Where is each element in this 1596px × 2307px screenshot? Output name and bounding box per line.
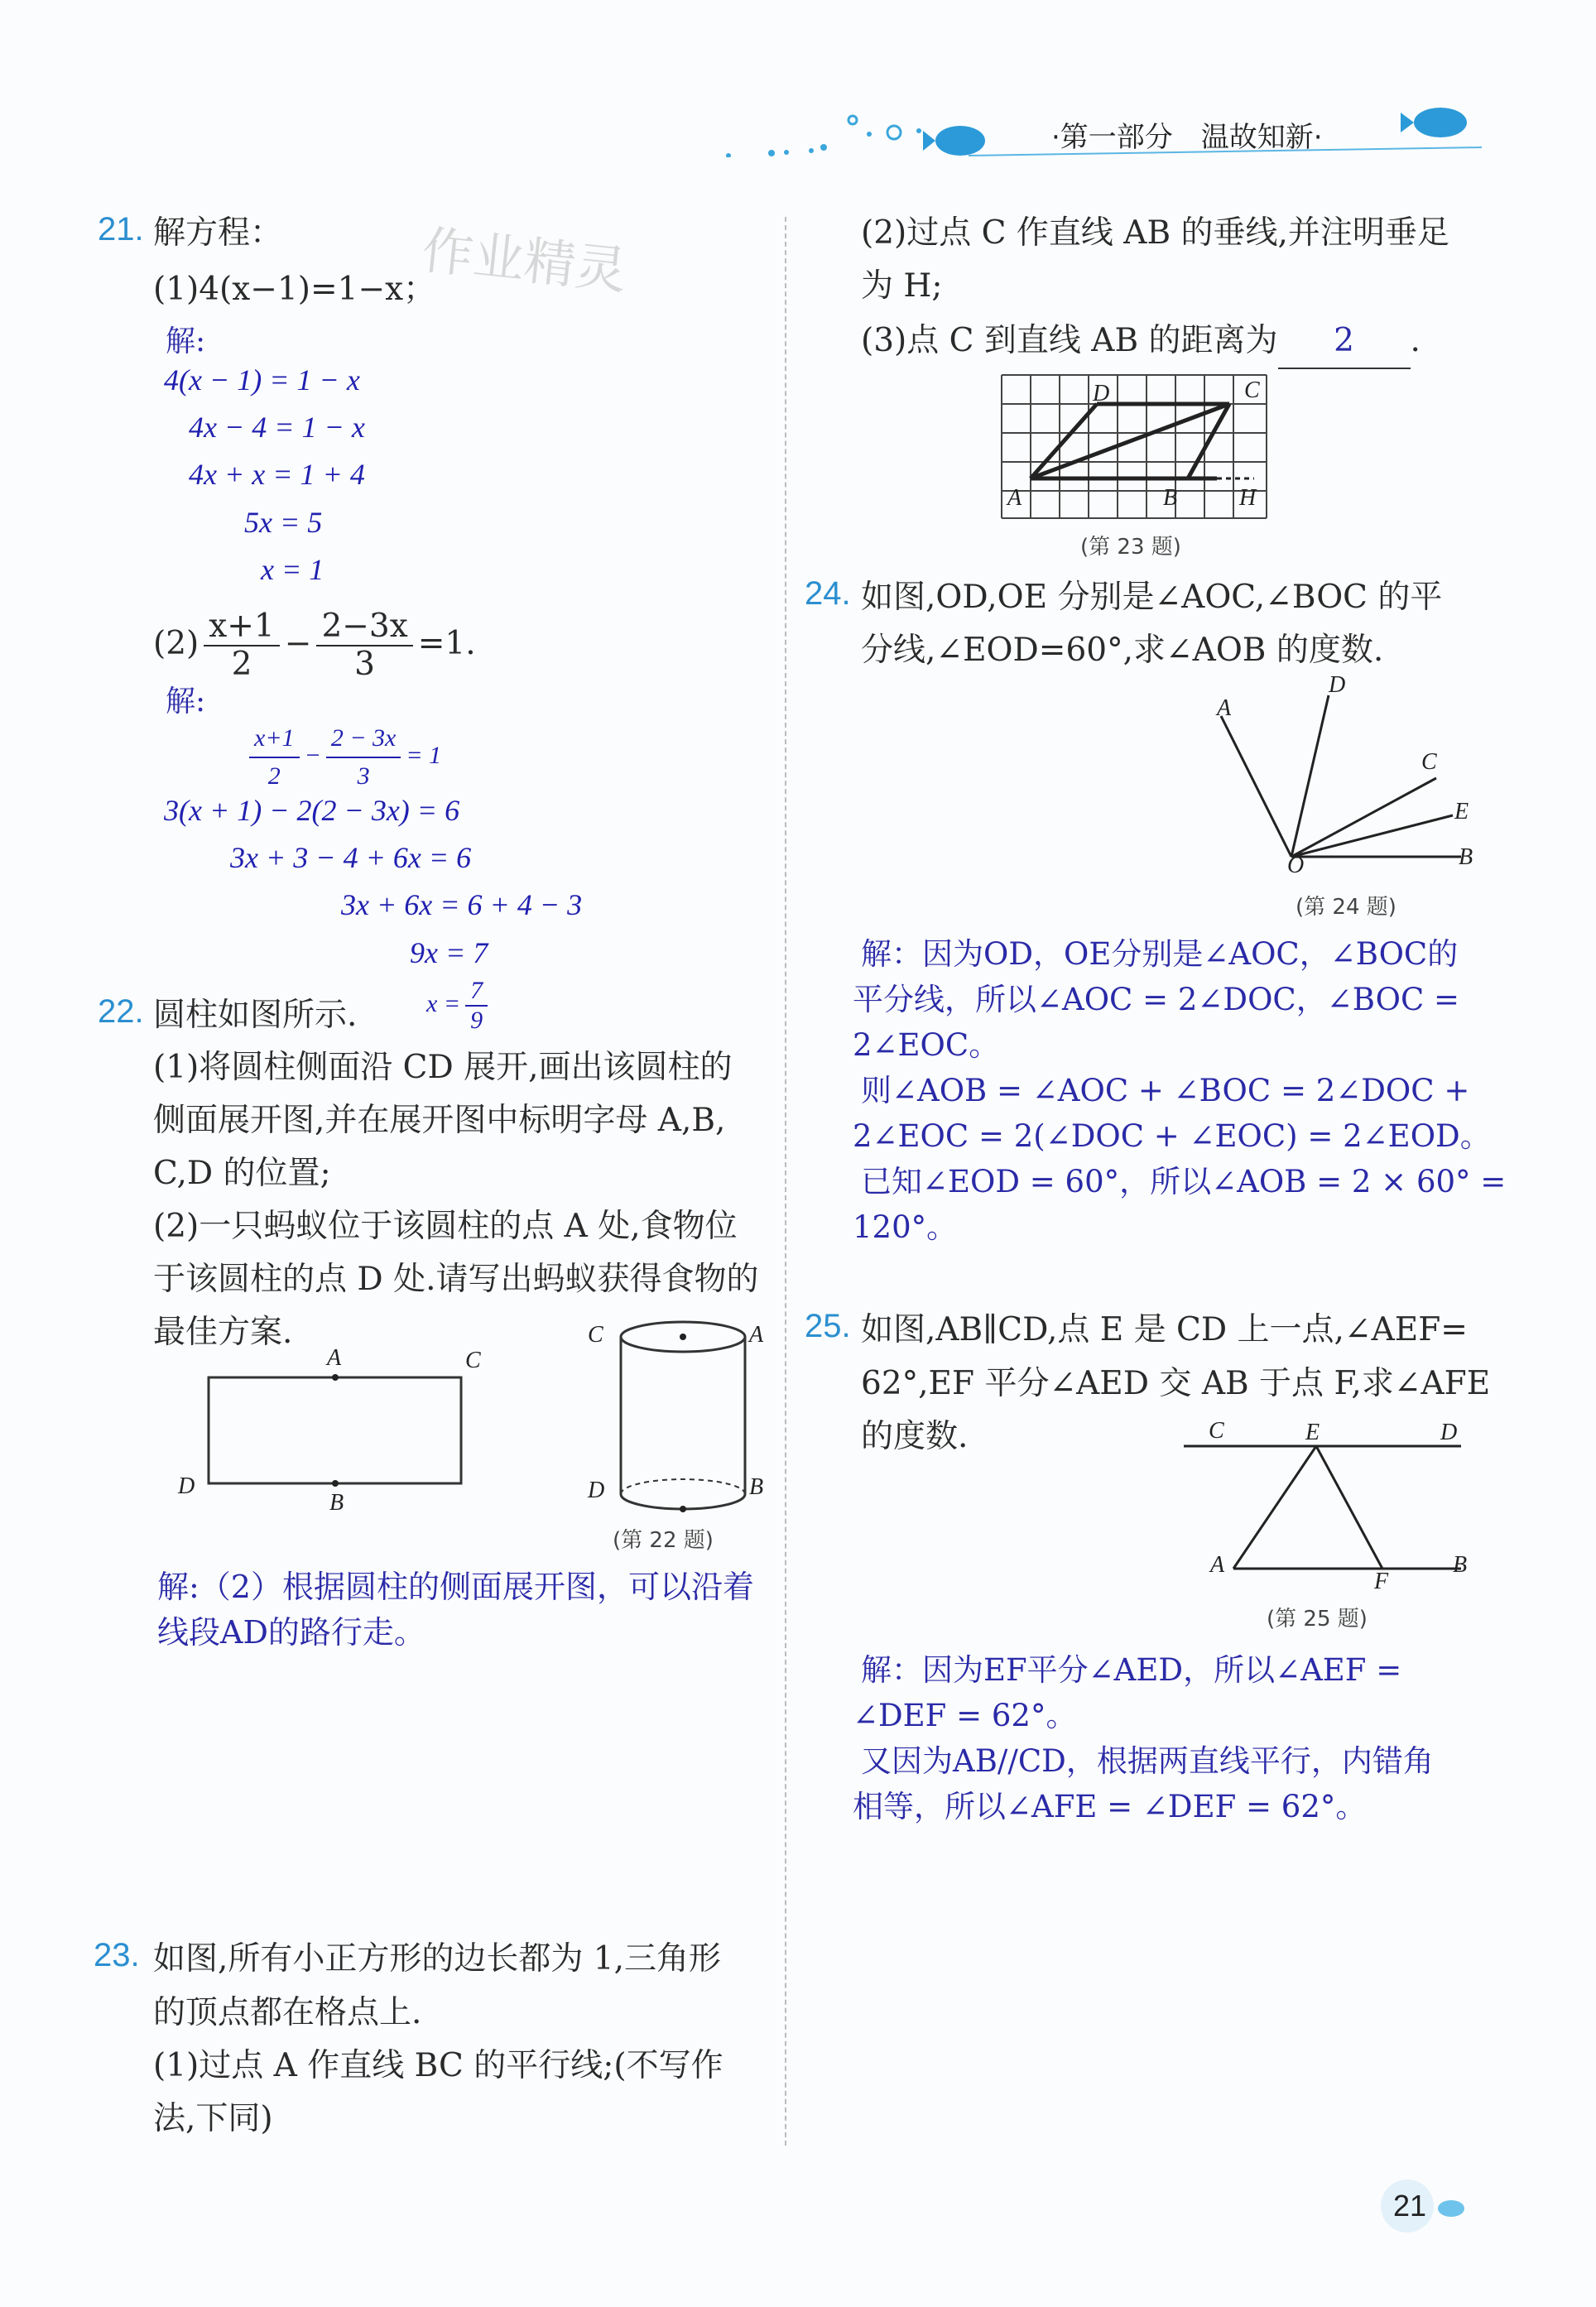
q23-line2: 的顶点都在格点上. [153,1994,422,2031]
grid [997,371,1271,520]
rect-label-B: B [329,1490,344,1516]
q25-triangle-figure [1175,1411,1482,1594]
frac-den: 3 [354,646,375,683]
q23-line6: 为 H; [861,267,943,305]
q21-answer-label: 解: [166,324,206,358]
q22-cylinder-figure [579,1312,786,1519]
q22-line1: 圆柱如图所示. [153,997,358,1034]
tri-label-E: E [1305,1420,1320,1445]
grid-label-H: H [1239,485,1257,511]
angle-label-E: E [1454,799,1469,824]
q24-answer-1: 解：因为OD，OE分别是∠AOC，∠BOC的 [861,936,1459,972]
tri-label-C: C [1209,1418,1224,1444]
cyl-label-A: A [749,1322,764,1348]
q23-line7 [861,315,1421,369]
grid-label-C: C [1244,377,1260,403]
angle-label-B: B [1459,844,1473,870]
q24-answer-6: 已知∠EOD = 60°，所以∠AOB = 2 × 60° = [861,1164,1507,1199]
q24-caption: (第 24 题) [1296,895,1396,920]
page-number: 21 [1393,2189,1427,2223]
q22-line2: (1)将圆柱侧面沿 CD 展开,画出该圆柱的 [153,1049,733,1086]
q24-answer-5: 2∠EOC = 2(∠DOC + ∠EOC) = 2∠EOD。 [853,1118,1491,1154]
q21-part2-prefix: (2) [153,625,200,662]
q21-step4: 5x = 5 [244,506,323,539]
q25-answer-1: 解：因为EF平分∠AED，所以∠AEF = [861,1652,1402,1688]
q21-s2-step3: 3x + 6x = 6 + 4 − 3 [341,888,583,921]
watermark: 作业精灵 [419,219,630,301]
q21-s2-step1: 3(x + 1) − 2(2 − 3x) = 6 [164,794,460,827]
q21-number: 21. [98,211,144,248]
q22-rectangle-figure [166,1341,497,1516]
frac-num: x+1 [249,720,300,758]
final-lhs: x = [426,989,461,1017]
q23-grid-figure [997,371,1271,520]
column-divider [785,217,786,2146]
cyl-label-C: C [588,1322,603,1348]
q21-part2-frac1 [204,608,280,683]
grid-label-A: A [1007,485,1022,511]
q21-answer-label2: 解: [166,685,206,719]
q21-final [426,977,493,1035]
angle-label-O: O [1287,853,1305,878]
q25-answer-2: ∠DEF = 62°。 [853,1698,1077,1733]
angle-label-D: D [1329,672,1346,698]
q23-line1: 如图,所有小正方形的边长都为 1,三角形 [153,1940,722,1978]
q23-line3: (1)过点 A 作直线 BC 的平行线;(不写作 [153,2047,723,2084]
header-title: ·第一部分 温故知新· [1051,121,1323,154]
q24-answer-4: 则∠AOB = ∠AOC + ∠BOC = 2∠DOC + [861,1073,1470,1108]
q21-step2: 4x − 4 = 1 − x [189,411,365,444]
frac-num: 2−3x [316,608,412,646]
q25-line2: 62°,EF 平分∠AED 交 AB 于点 F,求∠AFE [861,1365,1491,1402]
grid-label-B: B [1163,485,1178,511]
tri-label-B: B [1453,1552,1468,1578]
q21-s2-step2: 3x + 3 − 4 + 6x = 6 [230,841,472,874]
minus: − [284,625,312,662]
minus: − [304,741,321,769]
q22-answer-line2: 线段AD的路行走。 [157,1614,425,1651]
q22-line7: 最佳方案. [153,1314,293,1351]
rhs: = 1 [406,741,442,769]
cyl-label-D: D [588,1478,605,1503]
page-number-badge [1378,2177,1469,2235]
q24-line2: 分线,∠EOD=60°,求∠AOB 的度数. [861,632,1384,669]
angle-label-C: C [1421,749,1437,775]
q21-part2 [153,608,476,683]
angle-rays [1204,679,1486,877]
q25-number: 25. [805,1308,851,1344]
grid-label-D: D [1093,381,1110,406]
frac-den: 3 [357,762,370,790]
q25-answer-3: 又因为AB//CD，根据两直线平行，内错角 [861,1743,1434,1779]
q25-line1: 如图,AB∥CD,点 E 是 CD 上一点,∠AEF= [861,1311,1468,1348]
q24-number: 24. [805,575,851,612]
rhs: =1. [417,625,476,662]
q22-number: 22. [98,993,144,1030]
rect-label-A: A [327,1345,342,1371]
q22-line3: 侧面展开图,并在展开图中标明字母 A,B, [153,1102,726,1139]
q21-title: 解方程： [153,214,283,252]
q21-step1: 4(x − 1) = 1 − x [164,363,360,397]
cyl-label-B: B [749,1474,764,1500]
frac-num: 2 − 3x [326,720,401,758]
period: . [1410,322,1421,359]
q23-caption: (第 23 题) [1080,535,1181,560]
q24-answer-2: 平分线，所以∠AOC = 2∠DOC，∠BOC = [853,982,1460,1017]
q21-step3: 4x + x = 1 + 4 [189,458,365,491]
q24-answer-7: 120°。 [853,1209,958,1245]
q25-caption: (第 25 题) [1267,1607,1368,1632]
frac-den: 2 [231,646,252,683]
q24-answer-3: 2∠EOC。 [853,1027,1000,1063]
q22-line5: (2)一只蚂蚁位于该圆柱的点 A 处,食物位 [153,1208,738,1245]
q23-line4: 法,下同) [153,2100,273,2137]
q21-s2-step4: 9x = 7 [410,936,488,969]
q21-part2-frac2 [316,608,412,683]
q23-line7-text: (3)点 C 到直线 AB 的距离为 [861,322,1278,359]
frac-num: x+1 [204,608,280,646]
q25-answer-4: 相等，所以∠AFE = ∠DEF = 62°。 [853,1789,1367,1824]
tri-label-F: F [1374,1569,1389,1594]
q21-step5: x = 1 [261,553,324,586]
rect-label-D: D [178,1473,195,1499]
q21-part1: (1)4(x−1)=1−x； [153,271,436,308]
q25-line3: 的度数. [861,1418,969,1455]
frac-den: 2 [267,762,281,790]
frac-den: 9 [470,1007,483,1034]
frac-num: 7 [465,977,488,1007]
rect-label-C: C [465,1348,481,1373]
q22-line6: 于该圆柱的点 D 处.请写出蚂蚁获得食物的 [153,1261,759,1298]
q23-answer-blank: 2 [1278,315,1411,369]
q23-line5: (2)过点 C 作直线 AB 的垂线,并注明垂足 [861,214,1449,252]
angle-label-A: A [1217,695,1232,721]
frac [326,720,401,795]
q23-number: 23. [94,1937,140,1973]
tri-label-D: D [1440,1420,1458,1445]
q21-s2-frac-line [244,720,441,795]
final-frac [465,977,488,1035]
q22-answer-line1: 解:（2）根据圆柱的侧面展开图，可以沿着 [157,1569,754,1605]
frac [249,720,300,795]
tri-label-A: A [1210,1552,1225,1578]
q24-line1: 如图,OD,OE 分别是∠AOC,∠BOC 的平 [861,579,1443,616]
q22-line4: C,D 的位置; [153,1155,331,1192]
q22-caption: (第 22 题) [613,1528,714,1553]
q24-angle-figure [1204,672,1486,878]
